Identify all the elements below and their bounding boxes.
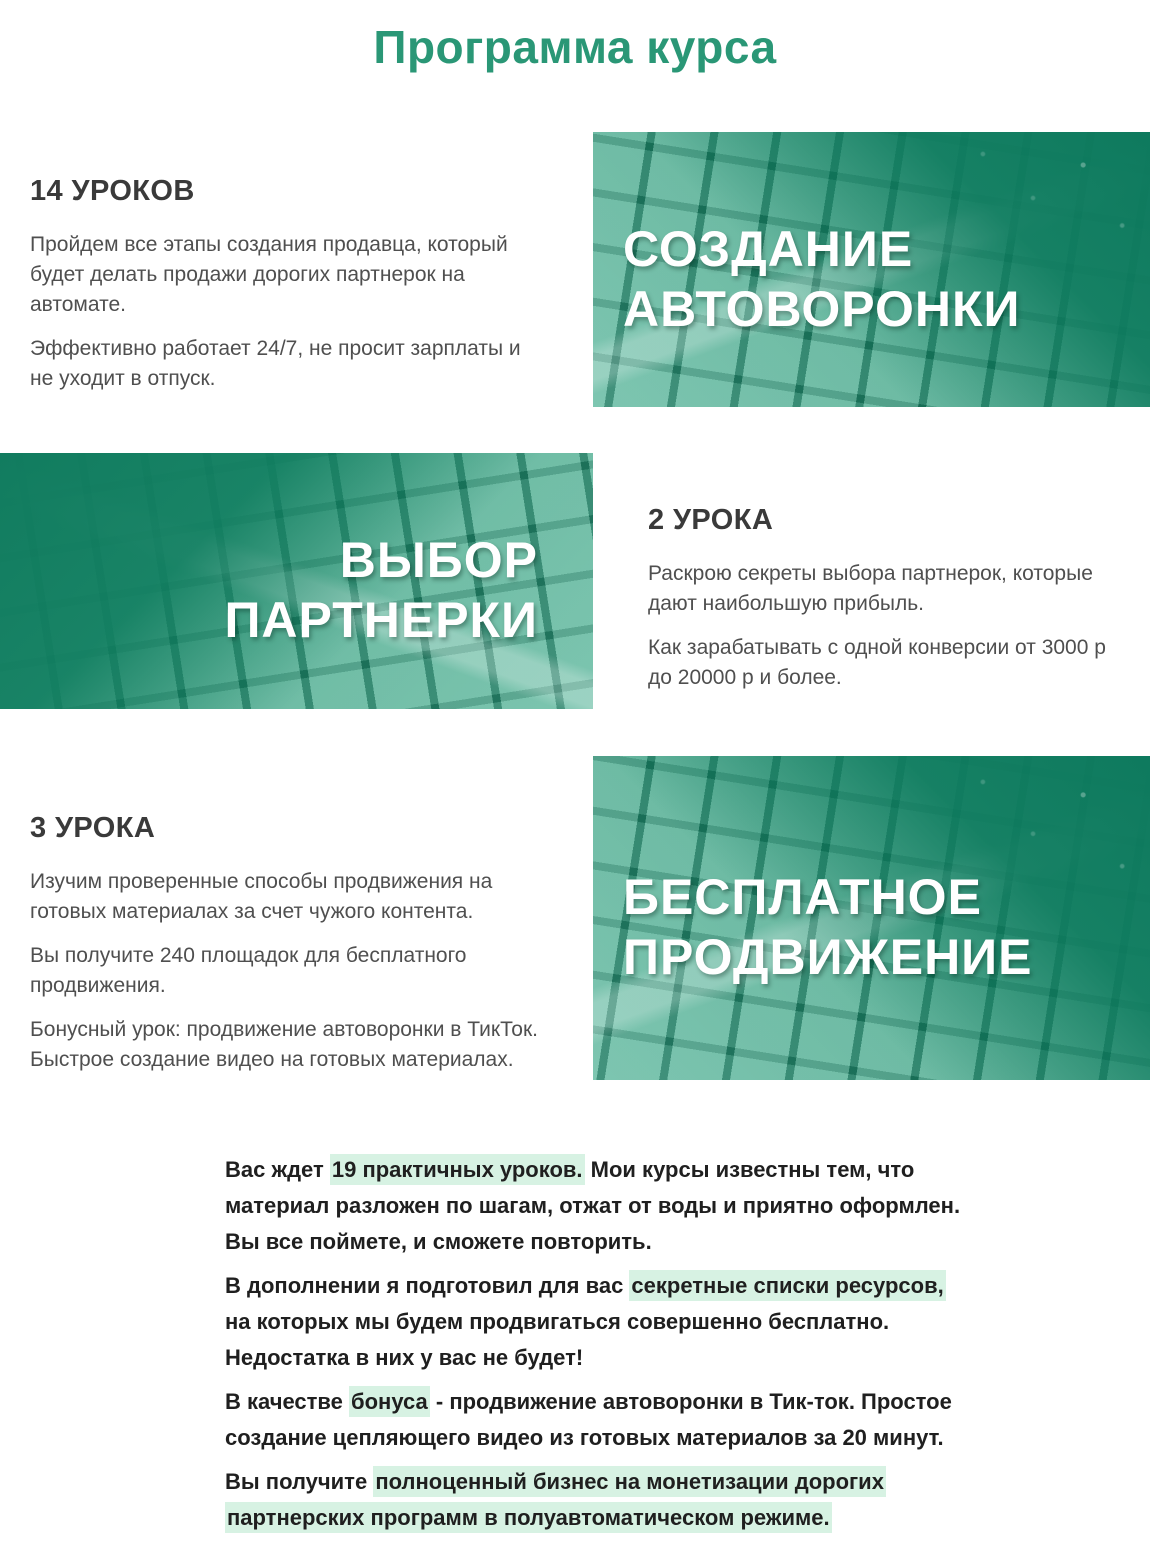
- summary-highlight: полноценный бизнес на монетизации дорогих партнерских программ в полуавтоматическом режиме.: [225, 1466, 886, 1533]
- module-2-paragraph: Как зарабатывать с одной конверсии от 3000 р до 20000 р и более.: [648, 636, 1106, 689]
- module-1-lessons-heading: 14 УРОКОВ: [30, 175, 195, 207]
- summary-text: В дополнении я подготовил для вас: [225, 1273, 630, 1298]
- module-3-paragraph: Вы получите 240 площадок для бесплатного продвижения.: [30, 944, 467, 997]
- module-1-text-block: [0, 132, 593, 408]
- module-3-card-image: [593, 756, 1150, 1080]
- summary-text: Вас ждет: [225, 1157, 330, 1182]
- module-2-card-title: [0, 512, 593, 650]
- summary-paragraph: [225, 1384, 962, 1456]
- module-3-text-block: [0, 756, 593, 1089]
- summary-highlight: секретные списки ресурсов,: [629, 1270, 945, 1301]
- module-2-card-image: [0, 453, 593, 709]
- summary-text: Мои курсы известны тем, что материал разложен по шагам, отжат от воды и приятно оформлен. Вы все поймете, и сможете повторить.: [225, 1157, 961, 1254]
- card-title-line: ПАРТНЕРКИ: [224, 592, 538, 648]
- module-1-paragraph: Эффективно работает 24/7, не просит зарплаты и не уходит в отпуск.: [30, 337, 521, 390]
- summary-highlight: бонуса: [349, 1386, 430, 1417]
- module-1-card-image: [593, 132, 1150, 407]
- module-row-2: [0, 453, 1150, 709]
- course-summary: [225, 1152, 962, 1536]
- summary-highlight: 19 практичных уроков.: [330, 1154, 585, 1185]
- module-3-card-title: [593, 849, 1150, 987]
- module-3-lessons-heading: 3 УРОКА: [30, 812, 156, 844]
- card-title-line: АВТОВОРОНКИ: [623, 280, 1021, 337]
- summary-text: - продвижение автоворонки в Тик-ток. Простое создание цепляющего видео из готовых материалов за 20 минут.: [225, 1389, 952, 1450]
- module-1-card-title: [593, 201, 1150, 339]
- card-title-line: СОЗДАНИЕ: [623, 220, 914, 277]
- module-2-text-block: [593, 453, 1150, 709]
- module-2-paragraph: Раскрою секреты выбора партнерок, которые дают наибольшую прибыль.: [648, 562, 1093, 615]
- card-title-line: БЕСПЛАТНОЕ: [623, 869, 982, 925]
- summary-paragraph: [225, 1152, 962, 1260]
- summary-text: на которых мы будем продвигаться совершенно бесплатно. Недостатка в них у вас не будет!: [225, 1309, 890, 1370]
- module-2-lessons-heading: 2 УРОКА: [648, 504, 774, 536]
- module-3-paragraph: Бонусный урок: продвижение автоворонки в ТикТок. Быстрое создание видео на готовых материалах.: [30, 1018, 538, 1071]
- summary-paragraph: [225, 1464, 962, 1536]
- card-title-line: ПРОДВИЖЕНИЕ: [623, 929, 1033, 985]
- summary-text: Вы получите: [225, 1469, 374, 1494]
- module-row-3: [0, 756, 1150, 1089]
- page-title: Программа курса: [373, 21, 777, 73]
- module-3-paragraph: Изучим проверенные способы продвижения на готовых материалах за счет чужого контента.: [30, 870, 493, 923]
- card-title-line: ВЫБОР: [339, 532, 538, 588]
- summary-text: В качестве: [225, 1389, 350, 1414]
- summary-paragraph: [225, 1268, 962, 1376]
- module-row-1: [0, 132, 1150, 408]
- module-1-paragraph: Пройдем все этапы создания продавца, который будет делать продажи дорогих партнерок на автомате.: [30, 233, 508, 316]
